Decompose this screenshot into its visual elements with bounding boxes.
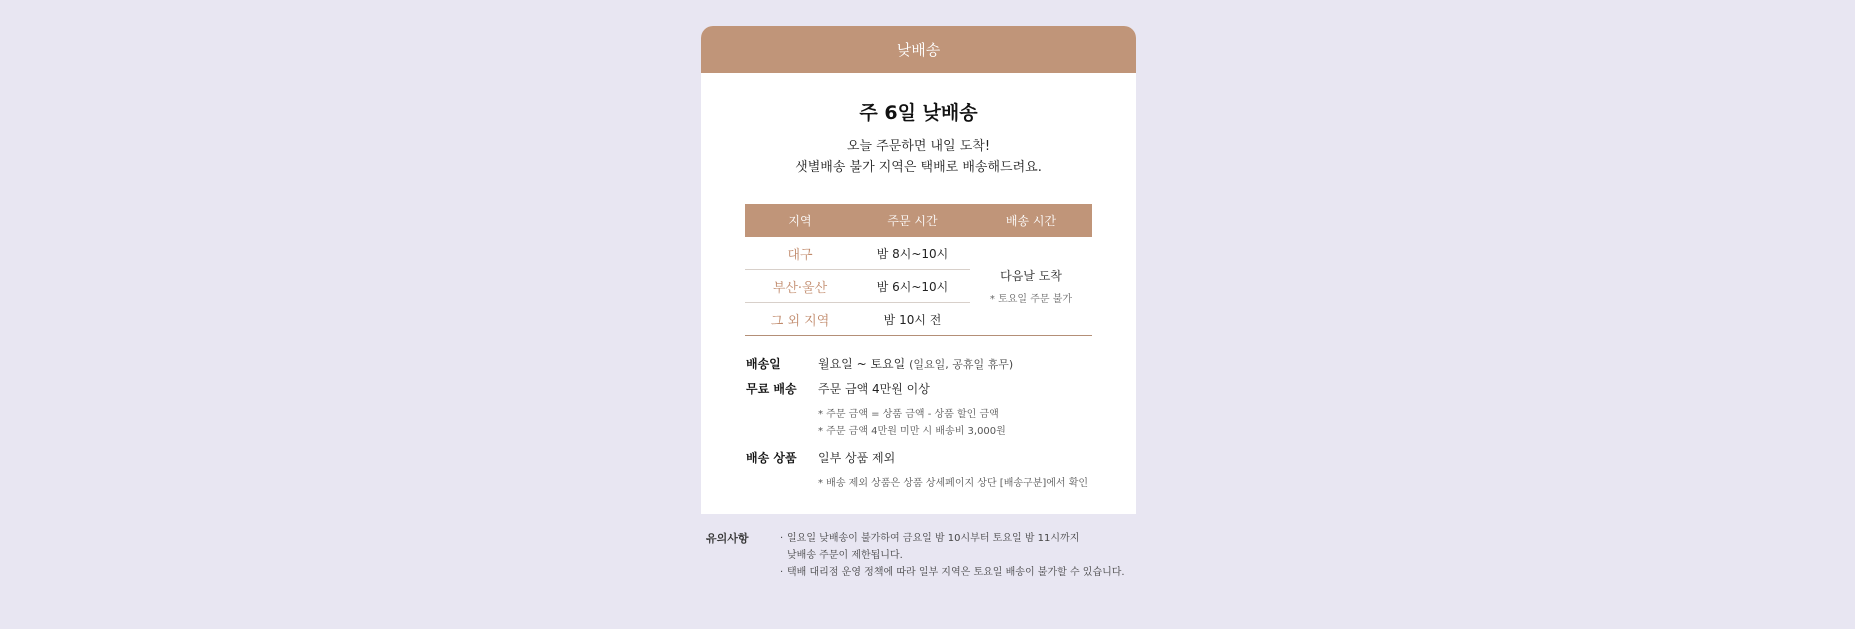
products-note: * 배송 제외 상품은 상품 상세페이지 상단 [배송구분]에서 확인: [818, 478, 1089, 489]
notice-text: 낮배송 주문이 제한됩니다.: [787, 550, 903, 561]
order-time-cell: 밤 8시~10시: [855, 237, 970, 270]
delivery-info-card: [701, 26, 1136, 514]
order-time-cell: 밤 6시~10시: [855, 270, 970, 303]
table-header-row: [745, 204, 1092, 237]
free-shipping-value: 주문 금액 4만원 이상: [818, 382, 930, 396]
subtitle-line-1: 오늘 주문하면 내일 도착!: [846, 139, 991, 154]
column-header-order-time: 주문 시간: [855, 204, 970, 237]
arrival-note: * 토요일 주문 불가: [989, 294, 1073, 305]
region-cell: 그 외 지역: [745, 303, 855, 336]
delivery-schedule-table: [745, 204, 1092, 336]
arrival-text: 다음날 도착: [1000, 269, 1062, 283]
free-shipping-note: * 주문 금액 = 상품 금액 - 상품 할인 금액: [818, 409, 999, 420]
delivery-day-text: 월요일 ~ 토요일: [818, 357, 906, 371]
delivery-day-label: 배송일: [746, 357, 781, 371]
table-row: [745, 237, 1092, 270]
bullet: ·: [780, 567, 784, 578]
card-title: 낮배송: [896, 41, 941, 59]
column-header-delivery-time: 배송 시간: [970, 204, 1092, 237]
free-shipping-note: * 주문 금액 4만원 미만 시 배송비 3,000원: [818, 426, 1006, 437]
region-cell: 대구: [745, 237, 855, 270]
bullet: ·: [780, 533, 784, 544]
products-value: 일부 상품 제외: [818, 451, 896, 465]
region-cell: 부산·울산: [745, 270, 855, 303]
delivery-day-paren: (일요일, 공휴일 휴무): [909, 358, 1014, 371]
subtitle-line-2: 샛별배송 불가 지역은 택배로 배송해드려요.: [795, 160, 1042, 175]
arrival-cell: [970, 237, 1092, 336]
card-header: [701, 26, 1136, 73]
notice-text: 일요일 낮배송이 불가하여 금요일 밤 10시부터 토요일 밤 11시까지: [787, 533, 1080, 544]
notice-item: [780, 530, 1140, 547]
notice-item: [780, 564, 1140, 581]
order-time-cell: 밤 10시 전: [855, 303, 970, 336]
delivery-day-value: [818, 355, 1013, 372]
notice-list: [780, 530, 1140, 581]
notice-label: 유의사항: [706, 532, 749, 545]
headline: 주 6일 낮배송: [859, 102, 978, 124]
column-header-region: 지역: [745, 204, 855, 237]
delivery-details: [746, 351, 1106, 492]
products-label: 배송 상품: [746, 451, 797, 465]
free-shipping-row: [746, 376, 1106, 401]
products-row: [746, 445, 1106, 470]
notice-item-continued: [780, 547, 1140, 564]
delivery-day-row: [746, 351, 1106, 376]
free-shipping-label: 무료 배송: [746, 382, 797, 396]
notice-text: 택배 대리점 운영 정책에 따라 일부 지역은 토요일 배송이 불가할 수 있습니다.: [787, 567, 1125, 578]
